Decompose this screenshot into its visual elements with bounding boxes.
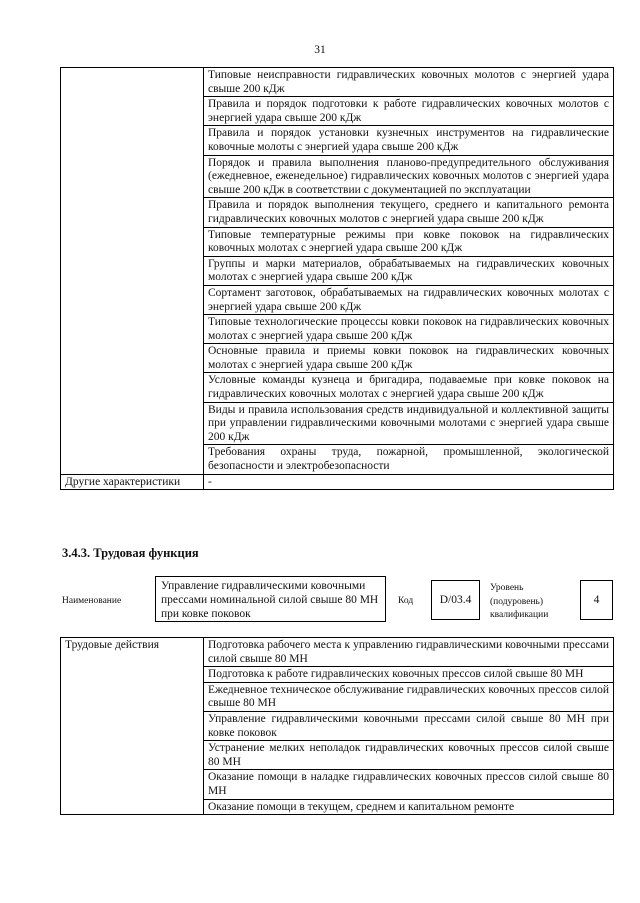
other-characteristics-label: Другие характеристики: [61, 474, 204, 490]
qualification-level-box: 4: [580, 580, 613, 620]
code-box: D/03.4: [431, 580, 480, 620]
knowledge-item: Группы и марки материалов, обрабатываемых на гидравлических ковочных молотах с энергией удара свыше 200 кДж: [204, 256, 614, 285]
knowledge-table: [60, 67, 614, 490]
other-characteristics-value: -: [204, 474, 614, 490]
page-number: 31: [314, 44, 326, 56]
labor-action-item: Управление гидравлическими ковочными прессами силой свыше 80 МН при ковке поковок: [204, 711, 614, 740]
knowledge-item: Требования охраны труда, пожарной, промышленной, экологической безопасности и электробезопасности: [204, 445, 614, 474]
knowledge-item: Правила и порядок выполнения текущего, среднего и капитального ремонта гидравлических ковочных молотов с энергией удара свыше 200 кДж: [204, 198, 614, 227]
labor-actions-label: Трудовые действия: [61, 638, 204, 815]
name-label: Наименование: [62, 596, 122, 606]
section-title: 3.4.3. Трудовая функция: [62, 546, 199, 560]
knowledge-item: Сортамент заготовок, обрабатываемых на гидравлических ковочных молотах с энергией удара свыше 200 кДж: [204, 285, 614, 314]
knowledge-item: Правила и порядок подготовки к работе гидравлических ковочных молотов с энергией удара свыше 200 кДж: [204, 97, 614, 126]
labor-action-item: Оказание помощи в наладке гидравлических ковочных прессов силой свыше 80 МН: [204, 770, 614, 799]
labor-action-item: Подготовка к работе гидравлических ковочных прессов силой свыше 80 МН: [204, 667, 614, 683]
knowledge-item: Типовые температурные режимы при ковке поковок на гидравлических ковочных молотах с энергией удара свыше 200 кДж: [204, 227, 614, 256]
knowledge-item: Основные правила и приемы ковки поковок на гидравлических ковочных молотах с энергией удара свыше 200 кДж: [204, 344, 614, 373]
level-label-line: Уровень: [490, 583, 524, 593]
knowledge-item: Виды и правила использования средств индивидуальной и коллективной защиты при управлении гидравлическими ковочными молотами с энергией удара свыше 200 кДж: [204, 402, 614, 445]
labor-action-item: Устранение мелких неполадок гидравлических ковочных прессов силой свыше 80 МН: [204, 741, 614, 770]
knowledge-item: Типовые неисправности гидравлических ковочных молотов с энергией удара свыше 200 кДж: [204, 68, 614, 97]
knowledge-item: Условные команды кузнеца и бригадира, подаваемые при ковке поковок на гидравлических ковочных молотах с энергией удара свыше 200 кДж: [204, 373, 614, 402]
labor-action-item: Ежедневное техническое обслуживание гидравлических ковочных прессов силой свыше 80 МН: [204, 682, 614, 711]
knowledge-item: Порядок и правила выполнения планово-предупредительного обслуживания (ежедневное, еженедельное) гидравлических ковочных молотов с энергией удара свыше 200 кДж в соответствии с документацией по эксплуатации: [204, 155, 614, 198]
function-name-box: Управление гидравлическими ковочными прессами номинальной силой свыше 80 МН при ковке поковок: [155, 576, 386, 622]
level-label-line: (подуровень): [490, 596, 544, 607]
labor-action-item: Оказание помощи в текущем, среднем и капитальном ремонте: [204, 799, 614, 815]
code-label: Код: [398, 596, 414, 606]
knowledge-item: Типовые технологические процессы ковки поковок на гидравлических ковочных молотах с энергией удара свыше 200 кДж: [204, 315, 614, 344]
knowledge-item: Правила и порядок установки кузнечных инструментов на гидравлические ковочные молоты с энергией удара свыше 200 кДж: [204, 126, 614, 155]
labor-action-item: Подготовка рабочего места к управлению гидравлическими ковочными прессами силой свыше 80 МН: [204, 638, 614, 667]
labor-actions-table: [60, 637, 614, 815]
knowledge-label-cell: [61, 68, 204, 475]
level-label-line: квалификации: [490, 610, 549, 620]
qualification-level-label: [490, 582, 548, 623]
